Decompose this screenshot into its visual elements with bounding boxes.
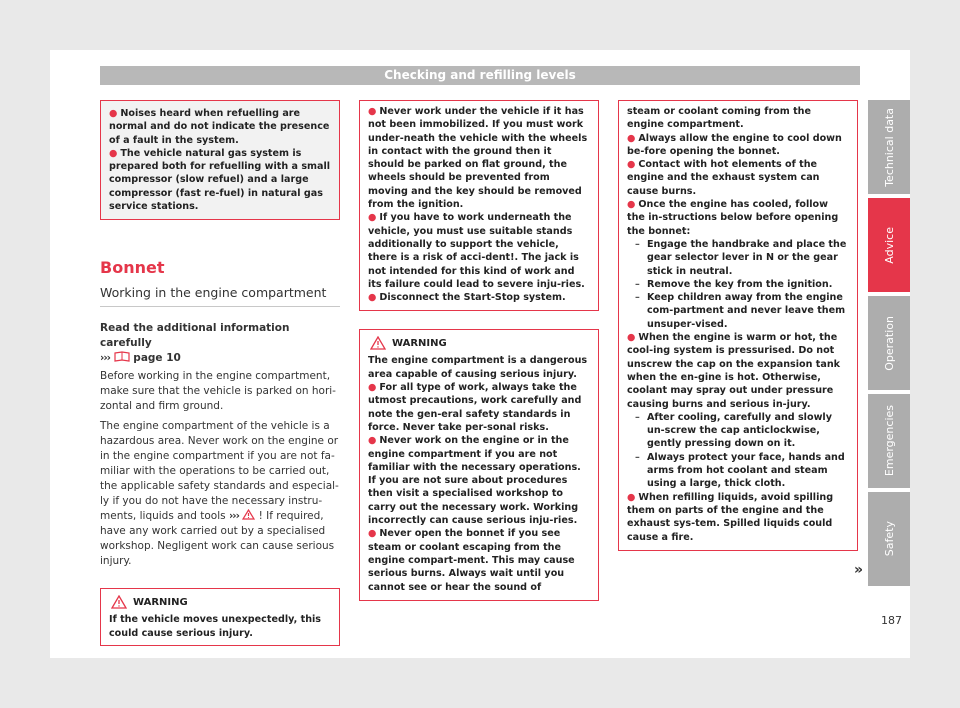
tab-advice[interactable]: Advice bbox=[868, 198, 910, 292]
note-bullet: ● The vehicle natural gas system is prepared both for refuelling with a small compressor (slow refuel) and a large compressor (fast re-fuel) in natural gas service stations. bbox=[109, 147, 331, 213]
warning-bullet: ● Never work under the vehicle if it has not been immobilized. If you must work under-neath the vehicle with the wheels in contact with the ground then it should be parked on flat ground, the wheels should be prevented from moving and the key should be removed from the ignition. bbox=[368, 106, 588, 211]
warning-bullet: ● For all type of work, always take the utmost precautions, work carefully and note the gen-eral safety standards in force. Never take per-sonal risks. bbox=[368, 382, 582, 433]
warning-header: WARNING bbox=[109, 595, 331, 609]
column-1 bbox=[100, 100, 340, 646]
bullet-icon: ● bbox=[627, 332, 636, 344]
warning-bullet: ● Contact with hot elements of the engine and the exhaust system can cause burns. bbox=[627, 159, 820, 197]
reference-chevrons: ››› bbox=[228, 510, 239, 523]
warning-intro: The engine compartment is a dangerous area capable of causing serious injury. bbox=[368, 355, 588, 380]
page-reference[interactable]: ››› page 10 bbox=[100, 352, 181, 365]
warning-bullet: ● When refilling liquids, avoid spilling them on parts of the engine and the exhaust sys-tem. Spilled liquids could cause a fire. bbox=[627, 491, 834, 543]
tab-technical-data[interactable]: Technical data bbox=[868, 100, 910, 194]
warning-lead: steam or coolant coming from the engine compartment. bbox=[627, 106, 812, 131]
warning-box bbox=[359, 329, 599, 600]
paragraph: The engine compartment of the vehicle is a hazardous area. Never work on the engine or in the engine compartment if you are not fa-miliar with the operations to be carried out, the applicable safety standards and especial-ly if you do not have the necessary instru-ments, liquids and tools ››› ! If required, have any work carried out by a specialised workshop. Negligent work can cause serious injury. bbox=[100, 420, 339, 568]
warning-continued-box bbox=[618, 100, 858, 551]
paragraph: Before working in the engine compartment, make sure that the vehicle is parked on hori-zontal and firm ground. bbox=[100, 370, 336, 413]
warning-box bbox=[100, 588, 340, 646]
bullet-icon: ● bbox=[109, 147, 118, 159]
warning-bullet: ● If you have to work underneath the vehicle, you must use suitable stands additionally to support the vehicle, there is a risk of acci-dent!. The jack is not intended for this kind of work and its failure could lead to severe inju-ries. bbox=[368, 212, 585, 290]
tab-operation[interactable]: Operation bbox=[868, 296, 910, 390]
warning-icon bbox=[370, 336, 386, 350]
warning-bullet: ● Disconnect the Start-Stop system. bbox=[368, 292, 566, 304]
tab-safety[interactable]: Safety bbox=[868, 492, 910, 586]
sub-item: – Always protect your face, hands and arms from hot coolant and steam using a large, thick cloth. bbox=[635, 451, 845, 490]
bullet-icon: ● bbox=[627, 159, 636, 171]
column-2 bbox=[359, 100, 599, 601]
warning-bullet: ● Never open the bonnet if you see steam or coolant escaping from the engine compart-ment. This may cause serious burns. Always wait until you cannot see or hear the sound of bbox=[368, 528, 575, 593]
page-header: Checking and refilling levels bbox=[100, 66, 860, 85]
warning-icon bbox=[111, 595, 127, 609]
bullet-icon: ● bbox=[109, 108, 118, 119]
bullet-icon: ● bbox=[368, 292, 377, 304]
page-number: 187 bbox=[881, 614, 902, 627]
warning-text: If the vehicle moves unexpectedly, this could cause serious injury. bbox=[109, 614, 322, 639]
bullet-icon: ● bbox=[368, 212, 377, 224]
note-bullet: ● Noises heard when refuelling are normal and do not indicate the presence of a fault in the system. bbox=[109, 108, 330, 146]
bullet-icon: ● bbox=[368, 528, 377, 540]
bullet-icon: ● bbox=[368, 435, 377, 447]
sub-item: – Engage the handbrake and place the gear selector lever in N or the gear stick in neutral. bbox=[635, 238, 847, 277]
warning-continued-box bbox=[359, 100, 599, 311]
section-title: Bonnet bbox=[100, 258, 165, 278]
sub-item: – After cooling, carefully and slowly un-screw the cap anticlockwise, gently pressing down on it. bbox=[635, 411, 832, 450]
continue-marker: » bbox=[854, 562, 864, 578]
warning-bullet: ● Always allow the engine to cool down be-fore opening the bonnet. bbox=[627, 132, 842, 157]
tab-emergencies[interactable]: Emergencies bbox=[868, 394, 910, 488]
bullet-icon: ● bbox=[368, 106, 377, 117]
warning-icon bbox=[242, 509, 255, 520]
sub-item: – Keep children away from the engine com-partment and never leave them unsuper-vised. bbox=[635, 292, 846, 330]
bullet-icon: ● bbox=[627, 491, 636, 503]
warning-header: WARNING bbox=[368, 336, 590, 350]
column-3 bbox=[618, 100, 858, 551]
warning-bullet: ● When the engine is warm or hot, the cool-ing system is pressurised. Do not unscrew the cap on the expansion tank when the en-gine is hot. Otherwise, coolant may spray out under pressure causing burns and serious in-jury. bbox=[627, 332, 841, 410]
bullet-icon: ● bbox=[627, 199, 636, 211]
warning-bullet: ● Once the engine has cooled, follow the in-structions below before opening the bonnet: bbox=[627, 199, 839, 237]
section-subtitle: Working in the engine compartment bbox=[100, 285, 340, 307]
bullet-icon: ● bbox=[627, 132, 636, 144]
warning-bullet: ● Never work on the engine or in the engine compartment if you are not familiar with the necessary operations. If you are not sure about procedures then visit a specialised workshop to carry out the necessary work. Working incorrectly can cause serious inju-ries. bbox=[368, 435, 581, 527]
sub-item: – Remove the key from the ignition. bbox=[635, 278, 833, 290]
note-box bbox=[100, 100, 340, 220]
read-more-text: Read the additional information carefully bbox=[100, 322, 290, 350]
book-icon bbox=[114, 351, 130, 362]
bullet-icon: ● bbox=[368, 382, 377, 394]
